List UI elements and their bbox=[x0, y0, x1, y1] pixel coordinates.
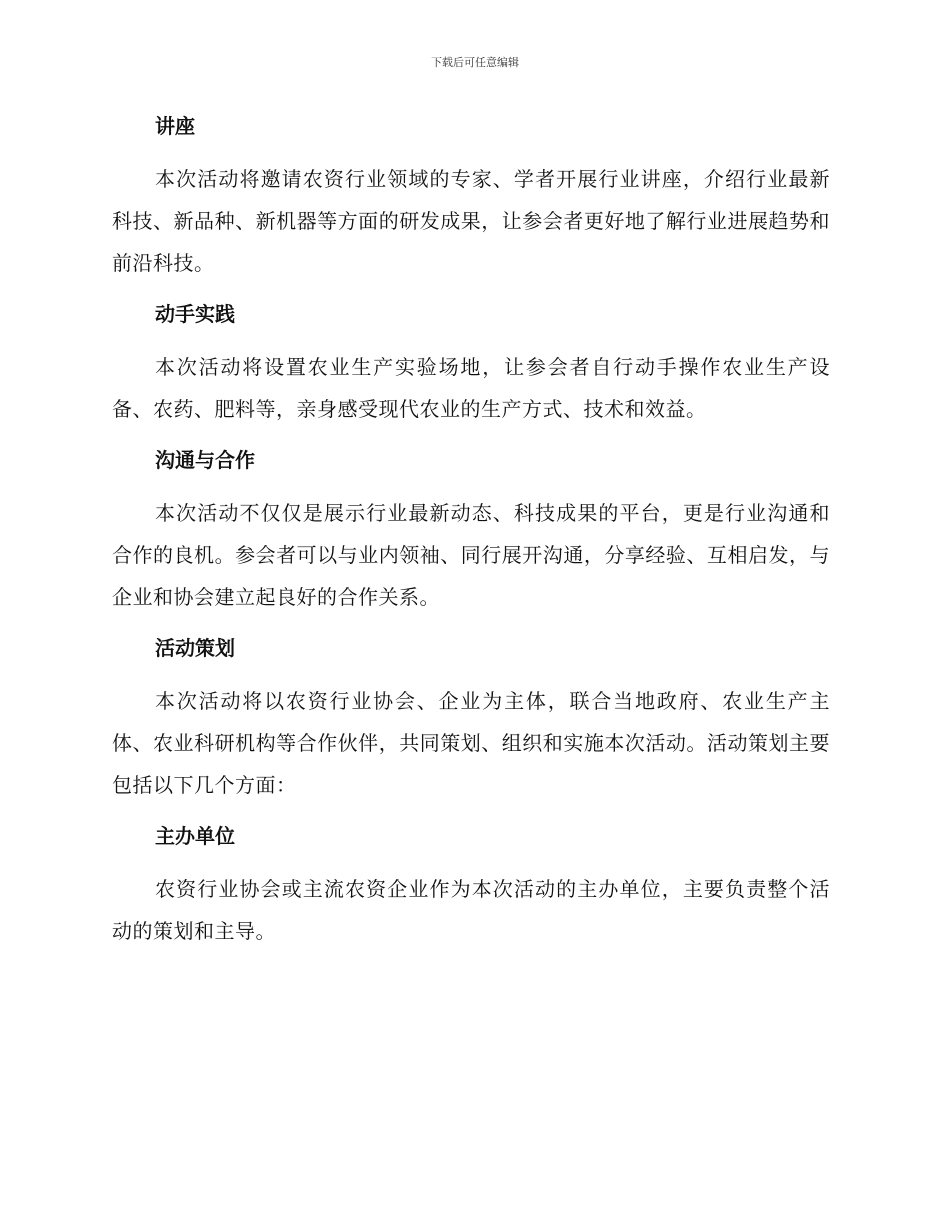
section-paragraph: 本次活动将邀请农资行业领域的专家、学者开展行业讲座，介绍行业最新科技、新品种、新机器等方面的研发成果，让参会者更好地了解行业进展趋势和前沿科技。 bbox=[112, 167, 830, 275]
section-heading: 动手实践 bbox=[155, 302, 235, 326]
document-body bbox=[112, 108, 830, 964]
section-communication-cooperation bbox=[112, 442, 830, 618]
section-hands-on-practice bbox=[112, 296, 830, 430]
section-paragraph: 本次活动将以农资行业协会、企业为主体，联合当地政府、农业生产主体、农业科研机构等合作伙伴，共同策划、组织和实施本次活动。活动策划主要包括以下几个方面： bbox=[112, 689, 830, 797]
section-paragraph: 本次活动将设置农业生产实验场地，让参会者自行动手操作农业生产设备、农药、肥料等，亲身感受现代农业的生产方式、技术和效益。 bbox=[112, 355, 830, 421]
section-heading: 讲座 bbox=[155, 114, 195, 138]
section-paragraph: 本次活动不仅仅是展示行业最新动态、科技成果的平台，更是行业沟通和合作的良机。参会者可以与业内领袖、同行展开沟通，分享经验、互相启发，与企业和协会建立起良好的合作关系。 bbox=[112, 501, 830, 609]
section-organizer bbox=[112, 818, 830, 952]
page-header-note: 下载后可任意编辑 bbox=[431, 56, 519, 69]
section-heading: 沟通与合作 bbox=[155, 448, 255, 472]
section-heading: 活动策划 bbox=[155, 636, 235, 660]
section-lecture bbox=[112, 108, 830, 284]
section-heading: 主办单位 bbox=[155, 824, 235, 848]
section-paragraph: 农资行业协会或主流农资企业作为本次活动的主办单位，主要负责整个活动的策划和主导。 bbox=[112, 877, 830, 943]
section-event-planning bbox=[112, 630, 830, 806]
